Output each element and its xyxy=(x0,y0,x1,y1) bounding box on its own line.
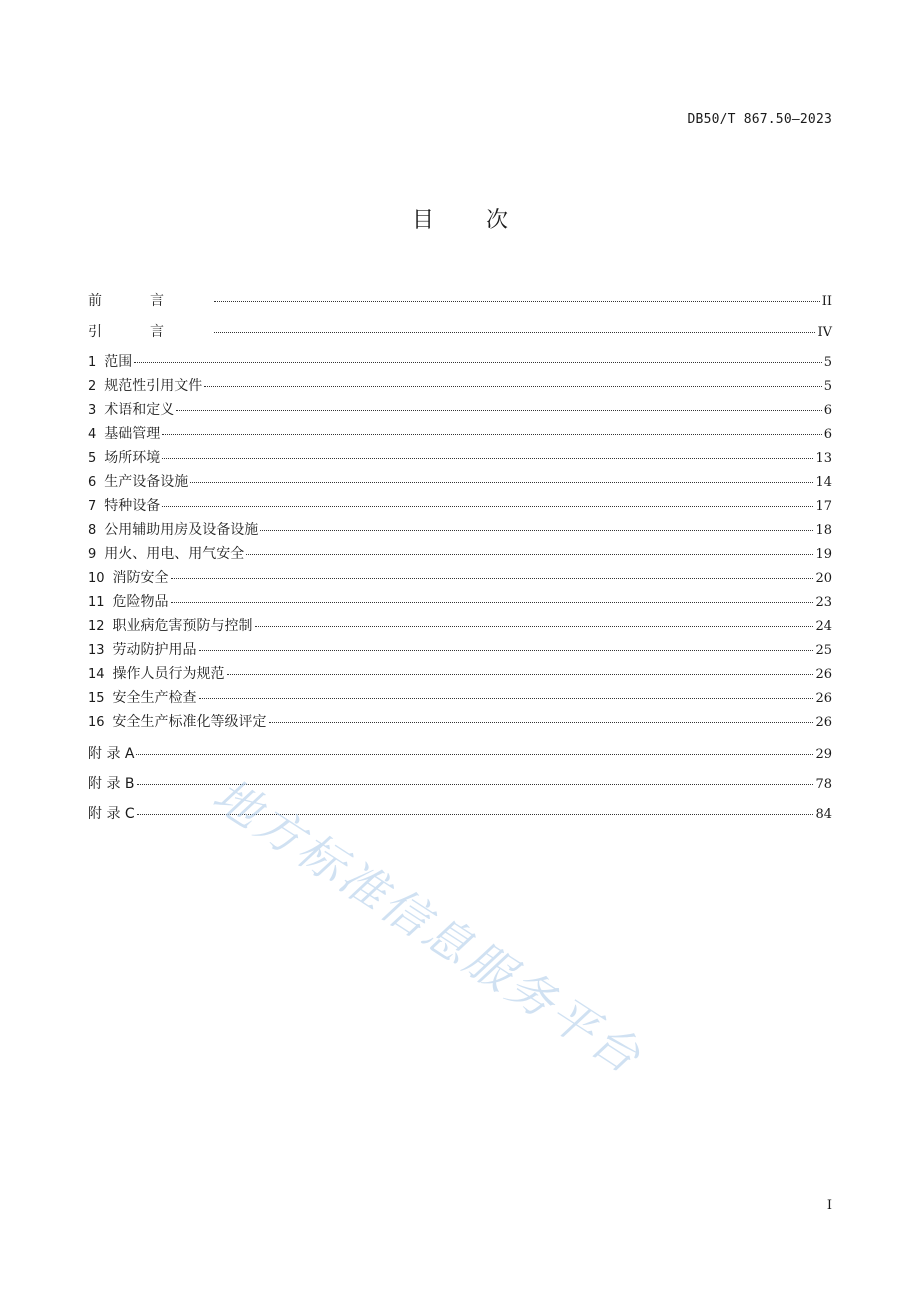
toc-dot-leader xyxy=(204,386,821,387)
toc-dot-leader xyxy=(171,602,814,603)
toc-entry-label: 劳动防护用品 xyxy=(112,642,197,658)
toc-entry-page: II xyxy=(821,294,832,309)
toc-entry-page: 29 xyxy=(815,747,832,762)
toc-entry-label: 引言 xyxy=(88,324,212,340)
toc-dot-leader xyxy=(199,650,814,651)
toc-entry-label: 场所环境 xyxy=(104,450,161,466)
toc-entry-number: 4 xyxy=(88,427,97,442)
toc-entry-number: 15 xyxy=(88,691,105,706)
toc-entry-number: 6 xyxy=(88,475,97,490)
toc-entry-label: 消防安全 xyxy=(112,570,169,586)
toc-entry-page: 6 xyxy=(823,403,832,418)
toc-entry-number: 5 xyxy=(88,451,97,466)
toc-entry[interactable] xyxy=(88,545,832,564)
toc-entry-page: 23 xyxy=(815,595,832,610)
toc-entry-number: 1 xyxy=(88,355,97,370)
toc-entry-number: 16 xyxy=(88,715,105,730)
toc-entry[interactable] xyxy=(88,292,832,311)
toc-entry-number: 10 xyxy=(88,571,105,586)
toc-entry[interactable] xyxy=(88,377,832,396)
toc-entry-page: 13 xyxy=(815,451,832,466)
toc-dot-leader xyxy=(162,434,821,435)
toc-entry-label: 附 录 B xyxy=(88,776,135,792)
toc-dot-leader xyxy=(260,530,813,531)
toc-entry-page: 17 xyxy=(815,499,832,514)
toc-dot-leader xyxy=(214,301,820,302)
toc-entry-page: 20 xyxy=(815,571,832,586)
toc-dot-leader xyxy=(246,554,813,555)
toc-dot-leader xyxy=(162,506,813,507)
toc-entry-page: 78 xyxy=(815,777,832,792)
toc-entry-page: IV xyxy=(817,325,832,340)
toc-entry-page: 84 xyxy=(815,807,832,822)
toc-entry[interactable] xyxy=(88,689,832,708)
toc-entry-label: 生产设备设施 xyxy=(104,474,189,490)
toc-entry-page: 6 xyxy=(823,427,832,442)
toc-dot-leader xyxy=(269,722,814,723)
toc-entry-label: 用火、用电、用气安全 xyxy=(104,546,245,562)
toc-entry[interactable] xyxy=(88,641,832,660)
toc-entry-page: 5 xyxy=(823,355,832,370)
toc-entry-page: 26 xyxy=(815,691,832,706)
toc-dot-leader xyxy=(136,754,813,755)
toc-entry-number: 9 xyxy=(88,547,97,562)
toc-entry-label: 范围 xyxy=(104,354,133,370)
toc-entry[interactable] xyxy=(88,521,832,540)
toc-entry-page: 24 xyxy=(815,619,832,634)
toc-dot-leader xyxy=(214,332,815,333)
toc-entry-label: 基础管理 xyxy=(104,426,161,442)
toc-entry-page: 19 xyxy=(815,547,832,562)
toc-dot-leader xyxy=(255,626,814,627)
toc-entry-page: 18 xyxy=(815,523,832,538)
toc-entry-label: 安全生产检查 xyxy=(112,690,197,706)
watermark: 地方标准信息服务平台 xyxy=(203,767,653,1086)
page-number: I xyxy=(826,1198,832,1213)
toc-dot-leader xyxy=(199,698,814,699)
toc-entry[interactable] xyxy=(88,449,832,468)
toc-entry-label: 职业病危害预防与控制 xyxy=(112,618,253,634)
toc-entry-number: 12 xyxy=(88,619,105,634)
toc-entry-number: 2 xyxy=(88,379,97,394)
toc-entry-label: 前言 xyxy=(88,293,212,309)
toc-entry[interactable] xyxy=(88,713,832,732)
toc-dot-leader xyxy=(190,482,813,483)
toc-entry[interactable] xyxy=(88,617,832,636)
toc-entry[interactable] xyxy=(88,745,832,764)
toc-entry-label: 公用辅助用房及设备设施 xyxy=(104,522,259,538)
toc-entry[interactable] xyxy=(88,401,832,420)
toc-entry[interactable] xyxy=(88,323,832,342)
toc-entry-page: 26 xyxy=(815,715,832,730)
toc-dot-leader xyxy=(171,578,814,579)
toc-dot-leader xyxy=(134,362,821,363)
toc-dot-leader xyxy=(162,458,813,459)
toc-entry-page: 5 xyxy=(823,379,832,394)
toc-entry-number: 13 xyxy=(88,643,105,658)
toc-title: 目次 xyxy=(411,208,560,233)
toc-dot-leader xyxy=(176,410,821,411)
toc-entry-label: 附 录 A xyxy=(88,746,135,762)
standard-code: DB50/T 867.50—2023 xyxy=(687,112,832,127)
toc-entry-label: 术语和定义 xyxy=(104,402,175,418)
toc-entry-number: 14 xyxy=(88,667,105,682)
toc-entry[interactable] xyxy=(88,805,832,824)
toc-entry-label: 规范性引用文件 xyxy=(104,378,203,394)
toc-entry-page: 25 xyxy=(815,643,832,658)
toc-entry[interactable] xyxy=(88,775,832,794)
toc-entry-label: 安全生产标准化等级评定 xyxy=(112,714,267,730)
toc-entry-page: 14 xyxy=(815,475,832,490)
toc-dot-leader xyxy=(137,784,814,785)
toc-entry-label: 附 录 C xyxy=(88,806,135,822)
toc-entry-label: 操作人员行为规范 xyxy=(112,666,225,682)
toc-entry-number: 7 xyxy=(88,499,97,514)
toc-entry-number: 3 xyxy=(88,403,97,418)
toc-entry-number: 11 xyxy=(88,595,105,610)
toc-entry-label: 危险物品 xyxy=(112,594,169,610)
toc-entry-number: 8 xyxy=(88,523,97,538)
toc-dot-leader xyxy=(227,674,814,675)
toc-dot-leader xyxy=(137,814,814,815)
toc-entry[interactable] xyxy=(88,473,832,492)
toc-entry-page: 26 xyxy=(815,667,832,682)
toc-entry[interactable] xyxy=(88,569,832,588)
toc-entry[interactable] xyxy=(88,425,832,444)
toc-entry[interactable] xyxy=(88,593,832,612)
toc-entry[interactable] xyxy=(88,353,832,372)
toc-entry[interactable] xyxy=(88,497,832,516)
toc-entry-label: 特种设备 xyxy=(104,498,161,514)
toc-entry[interactable] xyxy=(88,665,832,684)
